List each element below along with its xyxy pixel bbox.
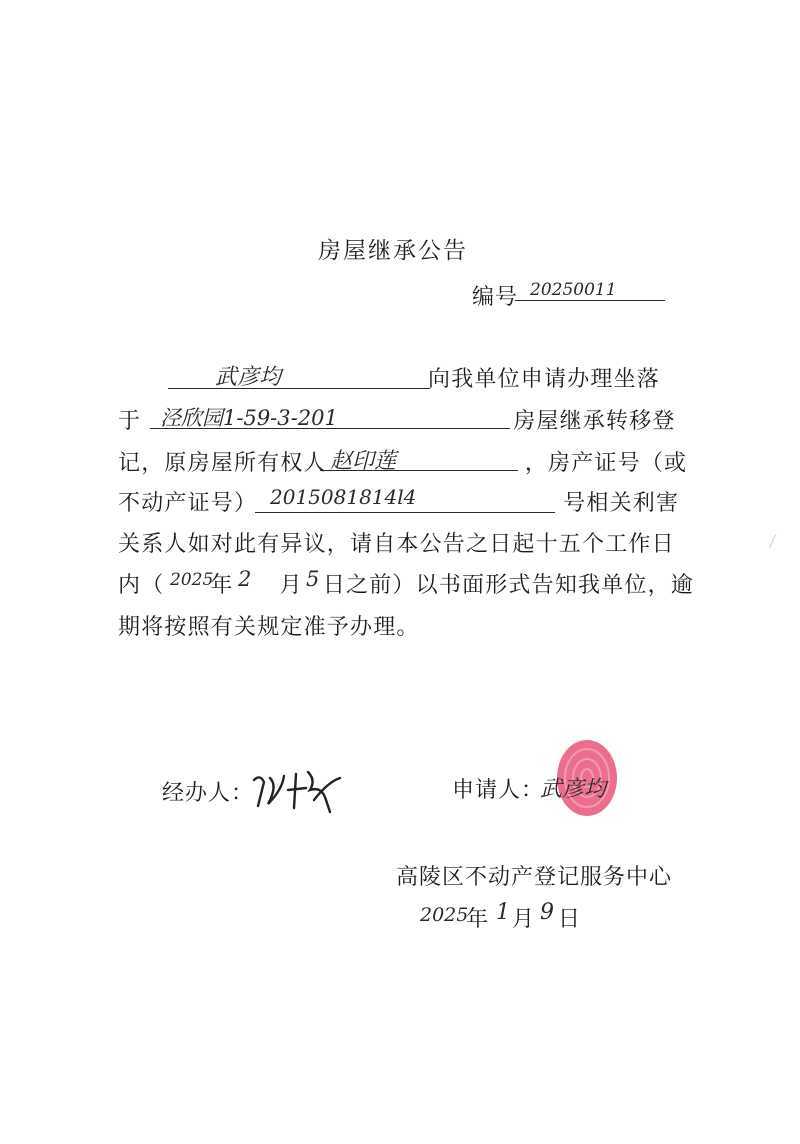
number-label: 编号 (472, 285, 519, 310)
handler-signature (248, 760, 348, 820)
cert-number-handwritten: 2015081814l4 (270, 485, 417, 509)
cert-underline (255, 512, 555, 513)
body-line-7 (118, 610, 420, 641)
text-yue: 月 (279, 573, 303, 598)
number-value: 20250011 (530, 280, 617, 300)
body-line-3 (118, 446, 687, 477)
text-expire: 期将按照有关规定准予办理。 (118, 615, 420, 640)
scan-edge-mark (769, 535, 779, 550)
date-year-handwritten: 2025 (420, 904, 469, 926)
text-nian: 年 (210, 573, 234, 598)
text-ji: 记，原房屋所有权人 (118, 451, 327, 476)
applicant-name-handwritten: 武彦均 (215, 365, 282, 390)
text-before: 日之前）以书面形式告知我单位，逾 (322, 573, 695, 598)
date-yue: 月 (512, 907, 536, 932)
owner-name-handwritten: 赵印莲 (330, 449, 397, 474)
date-ri: 日 (558, 907, 582, 932)
deadline-month-handwritten: 2 (238, 567, 252, 591)
text-budong: 不动产证号） (118, 491, 258, 516)
number-underline (515, 300, 665, 301)
handler-label: 经办人： (162, 781, 255, 806)
text-apply: 向我单位申请办理坐落 (428, 367, 661, 392)
date-day-handwritten: 9 (540, 900, 554, 925)
text-objection: 关系人如对此有异议，请自本公告之日起十五个工作日 (118, 532, 675, 557)
date-month-handwritten: 1 (496, 900, 510, 925)
text-yu: 于 (118, 409, 142, 434)
deadline-year-handwritten: 2025 (170, 570, 214, 590)
registration-center-name: 高陵区不动产登记服务中心 (396, 865, 673, 890)
applicant-signature: 武彦均 (540, 777, 607, 802)
date-nian: 年 (466, 907, 490, 932)
deadline-day-handwritten: 5 (306, 567, 320, 591)
applicant-underline (168, 388, 430, 389)
text-interest: 号相关利害 (563, 491, 680, 516)
text-cert-or: ，房产证号（或 (524, 451, 688, 476)
address-handwritten: 泾欣园1-59-3-201 (160, 406, 338, 430)
body-line-5 (118, 527, 675, 558)
text-transfer: 房屋继承转移登 (513, 409, 676, 434)
text-nei: 内（ (118, 573, 165, 598)
applicant-label: 申请人： (452, 778, 545, 803)
document-title: 房屋继承公告 (318, 238, 468, 264)
